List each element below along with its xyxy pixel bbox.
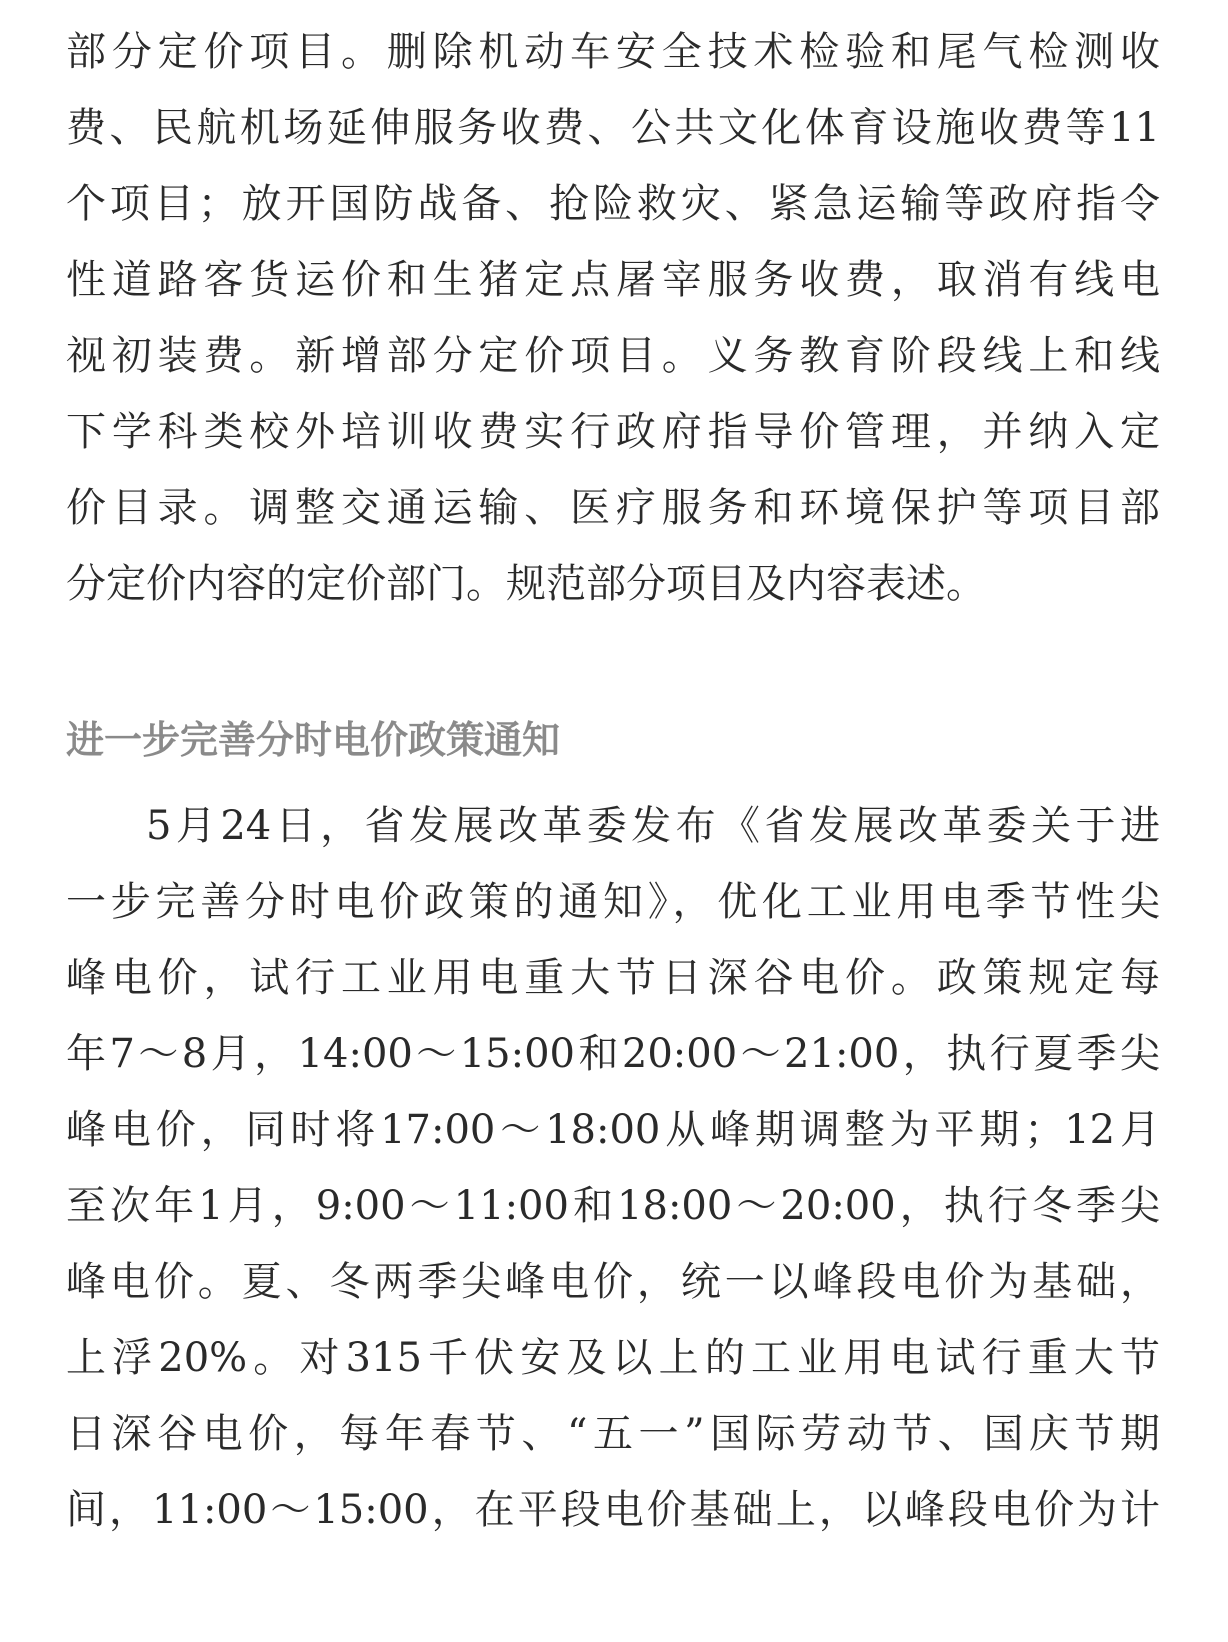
text-line: 日深谷电价，每年春节、“五一”国际劳动节、国庆节期 <box>66 1411 1160 1457</box>
section-heading: 进一步完善分时电价政策通知 <box>66 718 561 762</box>
text-line: 峰电价。夏、冬两季尖峰电价，统一以峰段电价为基础， <box>66 1259 1160 1305</box>
text-line: 下学科类校外培训收费实行政府指导价管理，并纳入定 <box>66 409 1160 455</box>
text-line: 上浮20%。对315千伏安及以上的工业用电试行重大节 <box>66 1335 1160 1381</box>
text-line: 分定价内容的定价部门。规范部分项目及内容表述。 <box>66 561 986 607</box>
paragraph-price-catalog <box>66 14 1160 622</box>
text-line: 价目录。调整交通运输、医疗服务和环境保护等项目部 <box>66 485 1160 531</box>
text-line: 个项目；放开国防战备、抢险救灾、紧急运输等政府指令 <box>66 181 1160 227</box>
text-line: 部分定价项目。删除机动车安全技术检验和尾气检测收 <box>66 29 1160 75</box>
text-line: 视初装费。新增部分定价项目。义务教育阶段线上和线 <box>66 333 1160 379</box>
text-line: 间，11:00～15:00，在平段电价基础上，以峰段电价为计 <box>66 1487 1160 1533</box>
paragraph-time-of-use-pricing <box>66 788 1160 1548</box>
text-line: 峰电价，同时将17:00～18:00从峰期调整为平期；12月 <box>66 1107 1160 1153</box>
text-line: 一步完善分时电价政策的通知》，优化工业用电季节性尖 <box>66 879 1160 925</box>
text-line: 费、民航机场延伸服务收费、公共文化体育设施收费等11 <box>66 105 1160 151</box>
text-line: 性道路客货运价和生猪定点屠宰服务收费，取消有线电 <box>66 257 1160 303</box>
text-line: 至次年1月，9:00～11:00和18:00～20:00，执行冬季尖 <box>66 1183 1160 1229</box>
text-line: 5月24日，省发展改革委发布《省发展改革委关于进 <box>146 803 1160 849</box>
text-line: 年7～8月，14:00～15:00和20:00～21:00，执行夏季尖 <box>66 1031 1160 1077</box>
text-line: 峰电价，试行工业用电重大节日深谷电价。政策规定每 <box>66 955 1160 1001</box>
document-page <box>66 14 1160 1548</box>
